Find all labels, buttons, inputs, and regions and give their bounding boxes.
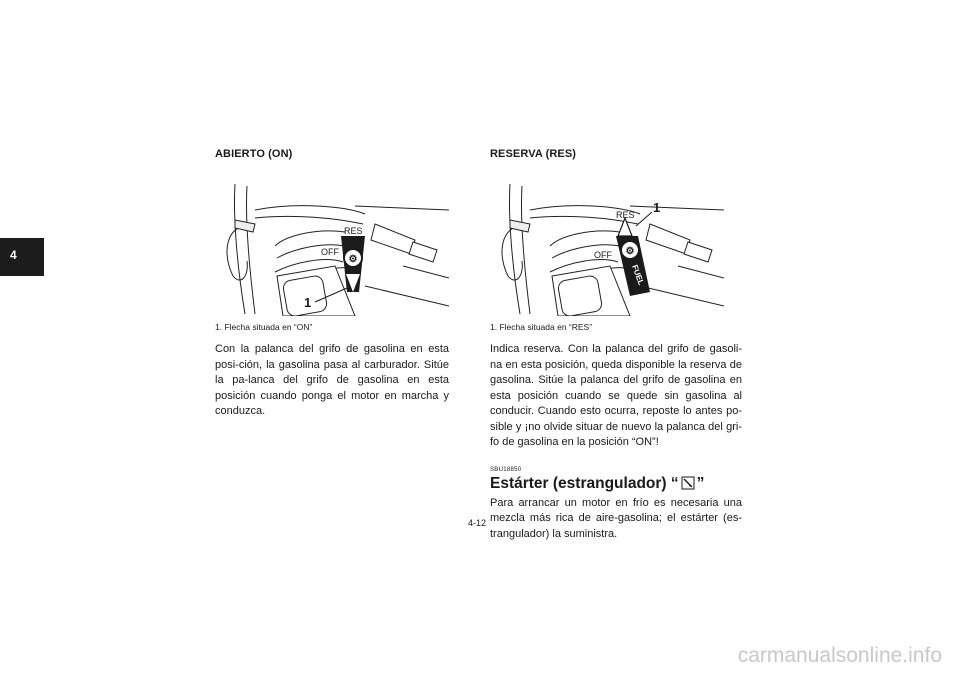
- fuel-label: FUEL: [630, 263, 646, 287]
- choke-section-title: [490, 475, 742, 493]
- section-code: SBU18850: [490, 466, 522, 473]
- off-label: OFF: [321, 247, 339, 257]
- svg-text:⚙: ⚙: [625, 246, 635, 257]
- on-body-text: Con la palanca del grifo de gasolina en esta posi-ción, la gasolina pasa al carburador. Sitúe la pa-lanca del grifo de gasolina en esta posición cuando ponga el motor en marcha y conduzca.: [215, 343, 449, 417]
- page-number: 4-12: [468, 518, 487, 528]
- res-label: RES: [344, 226, 363, 236]
- choke-body-text: Para arrancar un motor en frío es necesaria una mezcla más rica de aire-gasolina; el estárter (es-trangulador) la suministra.: [490, 496, 742, 540]
- res-body-text: Indica reserva. Con la palanca del grifo de gasoli-na en esta posición, queda disponible la reserva de gasolina. Sitúe la palanca del grifo de gasolina en esta posición cuando se quede sin gasolina al conducir. Cuando esto ocurra, reposte lo antes po-sible y ¡no olvide situar de nuevo la palanca del gri-fo de gasolina en la posición “ON”!: [490, 343, 742, 448]
- choke-title-text: Estárter (estrangulador) “: [490, 474, 679, 492]
- fuel-label: FUEL: [363, 243, 379, 267]
- fuel-cock-res-illustration: [490, 166, 724, 316]
- res-label: RES: [616, 210, 635, 220]
- res-caption: 1. Flecha situada en “RES”: [490, 322, 593, 332]
- res-heading: RESERVA (RES): [490, 148, 577, 160]
- watermark: carmanualsonline.info: [737, 644, 942, 667]
- on-heading: ABIERTO (ON): [215, 148, 293, 160]
- callout-number: 1: [653, 200, 661, 215]
- callout-number: 1: [304, 295, 312, 310]
- choke-icon: [681, 476, 695, 490]
- fuel-cock-on-illustration: [215, 166, 449, 316]
- chapter-tab-number: 4: [10, 248, 17, 262]
- on-caption: 1. Flecha situada en “ON”: [215, 322, 313, 332]
- choke-title-close: ”: [696, 474, 705, 492]
- right-column: [490, 148, 742, 542]
- svg-text:⚙: ⚙: [348, 254, 358, 265]
- off-label: OFF: [594, 250, 612, 260]
- left-column: [215, 148, 449, 420]
- chapter-tab: [0, 238, 44, 276]
